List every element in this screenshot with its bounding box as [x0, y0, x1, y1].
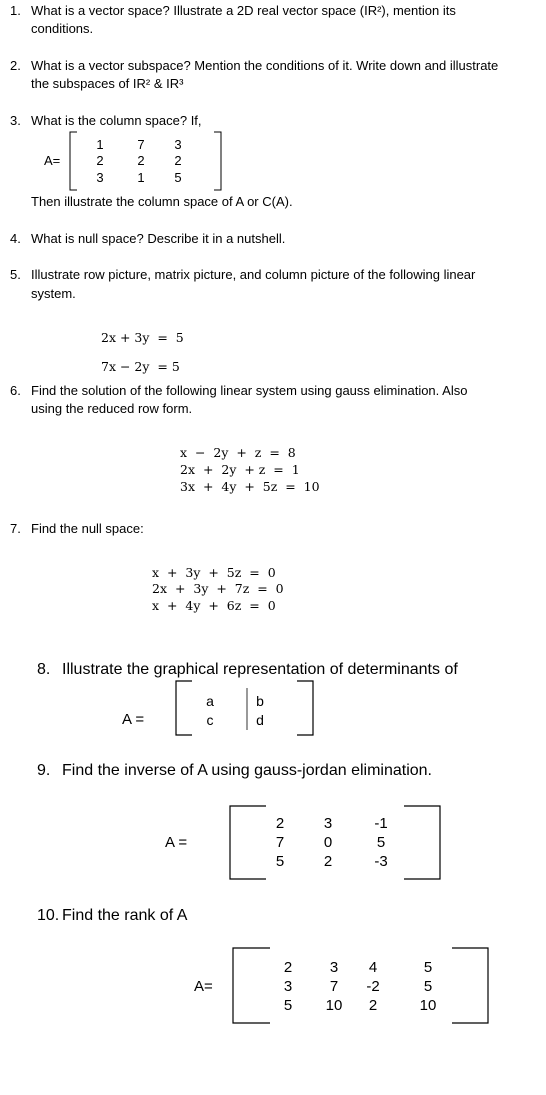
question-text-line: Find the solution of the following linear system using gauss elimination. Also [31, 383, 468, 398]
matrix-cell: 1 [137, 170, 145, 185]
matrix-cell: b [256, 693, 264, 709]
question-number: 8. [37, 661, 51, 678]
matrix-cell: 5 [423, 959, 433, 976]
equation-line: 7x − 2y = 5 [101, 359, 180, 374]
matrix-cell: 1 [96, 137, 104, 152]
matrix-label: A = [122, 711, 145, 728]
equation-line: 2x + 3y + 7z = 0 [152, 581, 284, 596]
matrix-cell: d [256, 712, 264, 728]
question-number: 7. [10, 521, 21, 536]
question-text-line: using the reduced row form. [31, 401, 193, 416]
matrix-cell: 5 [275, 853, 285, 870]
matrix-cell: 5 [283, 997, 293, 1014]
equation-line: x + 4y + 6z = 0 [152, 598, 276, 613]
equation-line: x − 2y + z = 8 [180, 445, 296, 460]
matrix-cell: 3 [283, 978, 293, 995]
matrix-cell: 2 [137, 153, 145, 168]
question-number: 4. [10, 231, 21, 246]
matrix-cell: 3 [96, 170, 104, 185]
question-text-line: Find the null space: [31, 521, 144, 536]
matrix-cell: 2 [283, 959, 293, 976]
matrix-cell: -2 [366, 978, 380, 995]
matrix-label: A= [194, 978, 213, 995]
question-number: 10. [37, 907, 60, 924]
matrix-cell: 3 [329, 959, 339, 976]
question-text-line: Illustrate the graphical representation of determinants of [62, 661, 458, 678]
matrix-cell: 5 [174, 170, 182, 185]
matrix-cell: 3 [174, 137, 182, 152]
question-text-line: What is the column space? If, [31, 113, 202, 128]
equation-line: 2x + 3y = 5 [101, 330, 184, 345]
matrix-cell: 5 [423, 978, 433, 995]
matrix-cell: c [206, 712, 214, 728]
question-number: 2. [10, 58, 21, 73]
matrix-cell: 2 [96, 153, 104, 168]
equation-line: 2x + 2y + z = 1 [180, 462, 300, 477]
matrix-cell: -3 [374, 853, 388, 870]
question-text-line: system. [31, 286, 76, 301]
matrix-cell: 7 [137, 137, 145, 152]
question-number: 6. [10, 383, 21, 398]
matrix-cell: 2 [368, 997, 378, 1014]
question-text-line: What is a vector subspace? Mention the conditions of it. Write down and illustrate [31, 58, 499, 73]
matrix-cell: 2 [275, 815, 285, 832]
matrix-cell: 7 [329, 978, 339, 995]
matrix-cell: a [206, 693, 214, 709]
question-text-line: conditions. [31, 21, 94, 36]
matrix-cell: 7 [275, 834, 285, 851]
matrix-label: A= [44, 153, 61, 168]
question-text-line: Find the inverse of A using gauss-jordan elimination. [62, 762, 432, 779]
matrix-cell: 3 [323, 815, 333, 832]
matrix-cell: 2 [174, 153, 182, 168]
question-text-line: Illustrate row picture, matrix picture, and column picture of the following linear [31, 267, 476, 282]
question-text-line: What is a vector space? Illustrate a 2D real vector space (IR²), mention its [31, 3, 456, 18]
matrix-cell: 2 [323, 853, 333, 870]
question-text-line: the subspaces of IR² & IR³ [31, 76, 184, 91]
matrix-cell: 10 [325, 997, 343, 1014]
equation-line: x + 3y + 5z = 0 [152, 565, 276, 580]
matrix-cell: -1 [374, 815, 388, 832]
matrix-label: A = [165, 834, 188, 851]
question-text-line: What is null space? Describe it in a nutshell. [31, 231, 286, 246]
question-text-line: Then illustrate the column space of A or C(A). [31, 194, 293, 209]
equation-line: 3x + 4y + 5z = 10 [180, 479, 320, 494]
matrix-cell: 0 [323, 834, 333, 851]
matrix-cell: 10 [419, 997, 437, 1014]
question-number: 5. [10, 267, 21, 282]
question-number: 3. [10, 113, 21, 128]
question-text-line: Find the rank of A [62, 907, 188, 924]
matrix-cell: 5 [376, 834, 386, 851]
question-number: 1. [10, 3, 21, 18]
question-number: 9. [37, 762, 51, 779]
matrix-cell: 4 [368, 959, 378, 976]
